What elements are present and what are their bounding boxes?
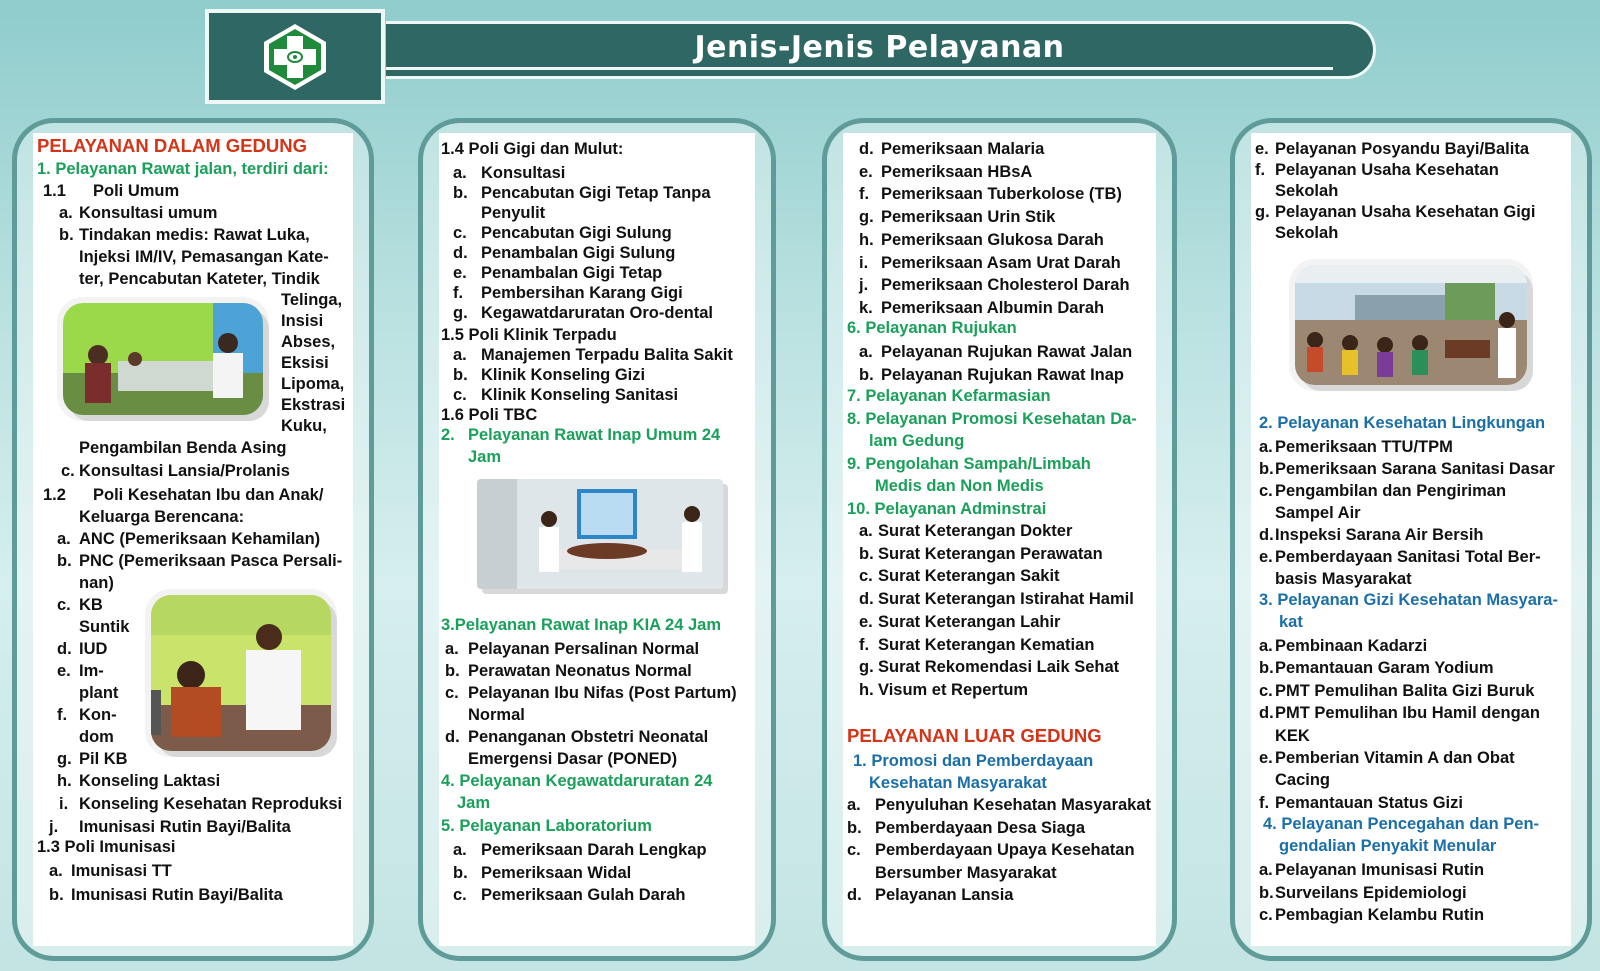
list-marker: b. [59, 226, 74, 244]
list-item: Pelayanan Rujukan Rawat Inap [881, 365, 1124, 384]
list-item: PMT Pemulihan Ibu Hamil dengan [1275, 704, 1540, 723]
list-marker: c. [1259, 906, 1273, 924]
panel-column-2 [418, 118, 776, 961]
list-item: basis Masyarakat [1275, 570, 1412, 588]
list-marker: c. [1259, 482, 1273, 500]
list-marker: c. [1259, 681, 1273, 700]
list-item: Normal [468, 706, 525, 724]
list-marker: b. [859, 365, 874, 384]
list-item: Telinga, [281, 291, 343, 309]
list-item: Pemberdayaan Desa Siaga [875, 818, 1086, 837]
list-item: Pengambilan dan Pengiriman [1275, 482, 1507, 500]
list-marker: g. [859, 208, 874, 227]
list-marker: g. [453, 304, 468, 322]
list-marker: c. [847, 841, 861, 859]
list-marker: d. [1259, 526, 1274, 544]
list-marker: f. [57, 706, 68, 724]
list-item: nan) [79, 574, 114, 592]
list-marker: e. [1259, 548, 1273, 566]
list-marker: e. [859, 612, 873, 631]
section-title: Jam [457, 794, 491, 812]
list-marker: e. [859, 162, 873, 181]
section-title: 4. Pelayanan Kegawatdaruratan 24 [441, 772, 713, 790]
list-marker: d. [1259, 704, 1274, 723]
section-heading: PELAYANAN DALAM GEDUNG [37, 135, 307, 156]
list-item: Im- [79, 662, 104, 680]
list-marker: b. [847, 818, 862, 837]
list-marker: i. [59, 795, 69, 813]
section-title: gendalian Penyakit Menular [1279, 837, 1497, 855]
list-item: Surat Keterangan Kematian [878, 635, 1095, 654]
list-item: Pemantauan Status Gizi [1275, 793, 1463, 812]
list-marker: a. [859, 522, 873, 540]
section-title: Medis dan Non Medis [875, 477, 1044, 495]
section-title: 8. Pelayanan Promosi Kesehatan Da- [847, 410, 1137, 428]
list-marker: c. [453, 224, 467, 242]
list-marker: j. [49, 818, 59, 836]
section-title: 2. Pelayanan Kesehatan Lingkungan [1259, 414, 1546, 432]
list-marker: h. [859, 230, 874, 249]
item-title: Keluarga Berencana: [79, 508, 245, 526]
section-title: 7. Pelayanan Kefarmasian [847, 387, 1051, 405]
list-item: Kuku, [281, 417, 327, 435]
list-marker: j. [859, 276, 869, 295]
list-marker: a. [1259, 861, 1273, 879]
list-marker: d. [859, 140, 874, 158]
item-number: 1.2 [43, 486, 66, 504]
list-item: Surveilans Epidemiologi [1275, 883, 1467, 902]
list-item: Inspeksi Sarana Air Bersih [1275, 526, 1484, 544]
list-marker: g. [57, 750, 72, 768]
list-marker: f. [859, 635, 870, 654]
puskesmas-logo-icon [262, 22, 328, 92]
list-marker: a. [59, 204, 73, 222]
community-photo [1295, 265, 1527, 385]
list-marker: h. [859, 680, 874, 699]
list-marker: b. [1259, 659, 1274, 678]
list-item: Konseling Kesehatan Reproduksi [79, 795, 343, 813]
list-item: Pemeriksaan Urin Stik [881, 208, 1056, 227]
section-title: 1. Pelayanan Rawat jalan, terdiri dari: [37, 160, 329, 178]
list-item: PNC (Pemeriksaan Pasca Persali- [79, 552, 343, 570]
list-item: Pembinaan Kadarzi [1275, 637, 1428, 655]
section-title: 6. Pelayanan Rujukan [847, 319, 1017, 337]
list-marker: a. [1259, 637, 1273, 655]
item-title: Poli Umum [93, 182, 180, 200]
list-item: Ekstrasi [281, 396, 346, 414]
section-title: Jam [468, 448, 502, 466]
consultation-photo [63, 303, 263, 415]
list-item: Klinik Konseling Gizi [481, 366, 646, 384]
list-item: Pelayanan Rujukan Rawat Jalan [881, 343, 1133, 361]
list-marker: b. [49, 886, 64, 904]
list-marker: a. [859, 343, 873, 361]
section-title: 1. Promosi dan Pemberdayaan [853, 752, 1094, 770]
item-number: 1.1 [43, 182, 66, 200]
list-item: Sekolah [1275, 224, 1339, 242]
panel-column-3-content [843, 133, 1156, 946]
list-item: Pemeriksaan Asam Urat Darah [881, 253, 1121, 272]
list-item: Penyulit [481, 204, 546, 222]
list-item: ANC (Pemeriksaan Kehamilan) [79, 530, 321, 548]
list-marker: f. [453, 284, 464, 302]
list-item: Surat Keterangan Sakit [878, 567, 1060, 586]
list-marker: d. [453, 244, 468, 262]
list-item: dom [79, 728, 114, 746]
list-marker: c. [859, 567, 873, 586]
list-item: Bersumber Masyarakat [875, 863, 1057, 882]
section-title: kat [1279, 613, 1303, 631]
list-item: KB [79, 596, 103, 614]
item-title: 1.3 Poli Imunisasi [37, 838, 176, 856]
list-item: Sampel Air [1275, 504, 1361, 522]
list-item: Penyuluhan Kesehatan Masyarakat [875, 796, 1152, 814]
item-title: 1.6 Poli TBC [441, 406, 538, 424]
list-marker: b. [445, 662, 460, 680]
section-title: 4. Pelayanan Pencegahan dan Pen- [1263, 815, 1540, 833]
list-item: Konsultasi umum [79, 204, 218, 222]
page-title: Jenis-Jenis Pelayanan [694, 29, 1065, 65]
section-number: 2. [441, 426, 455, 444]
list-marker: a. [445, 640, 459, 658]
list-marker: b. [1259, 883, 1274, 902]
list-item: Pemeriksaan Malaria [881, 140, 1045, 158]
section-title: 3. Pelayanan Gizi Kesehatan Masyara- [1259, 591, 1558, 609]
list-item: Klinik Konseling Sanitasi [481, 386, 679, 404]
section-title: Kesehatan Masyarakat [869, 774, 1047, 792]
list-marker: a. [1259, 438, 1273, 456]
list-item: Visum et Repertum [878, 680, 1029, 699]
list-marker: c. [445, 684, 459, 702]
list-marker: b. [453, 366, 468, 384]
list-item: Pemeriksaan Sarana Sanitasi Dasar [1275, 460, 1555, 478]
list-item: Kon- [79, 706, 117, 724]
list-item: Pemeriksaan TTU/TPM [1275, 438, 1453, 456]
section-title: 3.Pelayanan Rawat Inap KIA 24 Jam [441, 616, 722, 634]
list-marker: e. [57, 662, 71, 680]
list-marker: b. [859, 544, 874, 563]
section-title: 10. Pelayanan Adminstrai [847, 500, 1047, 518]
list-item: Penambalan Gigi Sulung [481, 244, 676, 262]
list-item: Pemeriksaan Cholesterol Darah [881, 276, 1130, 295]
list-item: ter, Pencabutan Kateter, Tindik [79, 270, 320, 288]
list-item: Pencabutan Gigi Sulung [481, 224, 672, 242]
list-item: Insisi [281, 312, 324, 330]
list-marker: c. [453, 386, 467, 404]
list-item: Pembagian Kelambu Rutin [1275, 906, 1485, 924]
list-marker: a. [847, 796, 861, 814]
list-item: Lipoma, [281, 375, 345, 393]
list-marker: c. [453, 886, 467, 904]
list-item: Surat Keterangan Dokter [878, 522, 1073, 540]
list-marker: f. [859, 185, 870, 204]
list-item: Pembersihan Karang Gigi [481, 284, 683, 302]
list-item: Sekolah [1275, 182, 1339, 200]
list-item: Pemberian Vitamin A dan Obat [1275, 749, 1515, 767]
list-item: Pelayanan Usaha Kesehatan [1275, 161, 1499, 179]
checkup-photo [151, 595, 331, 751]
list-item: Emergensi Dasar (PONED) [468, 750, 678, 768]
list-item: Pemantauan Garam Yodium [1275, 659, 1494, 678]
list-item: Pil KB [79, 750, 128, 768]
list-item: KEK [1275, 726, 1310, 745]
list-marker: d. [445, 728, 460, 746]
section-heading: PELAYANAN LUAR GEDUNG [847, 725, 1102, 746]
list-item: Penambalan Gigi Tetap [481, 264, 663, 282]
list-item: Pemeriksaan Tuberkolose (TB) [881, 185, 1122, 204]
list-item: Konsultasi [481, 164, 566, 182]
list-item: Pelayanan Posyandu Bayi/Balita [1275, 140, 1530, 158]
section-title: Pelayanan Rawat Inap Umum 24 [468, 426, 721, 444]
list-marker: h. [57, 772, 72, 790]
list-item: Eksisi [281, 354, 329, 372]
list-marker: b. [57, 552, 72, 570]
title-bar [386, 21, 1376, 79]
panel-column-3 [822, 118, 1177, 961]
list-item: Pemeriksaan Albumin Darah [881, 298, 1105, 317]
list-item: Surat Keterangan Istirahat Hamil [878, 590, 1134, 609]
list-item: Pemeriksaan Glukosa Darah [881, 230, 1104, 249]
list-marker: b. [453, 863, 468, 882]
list-marker: a. [453, 841, 467, 859]
list-item: Konsultasi Lansia/Prolanis [79, 462, 290, 480]
list-marker: d. [859, 590, 874, 609]
list-marker: b. [1259, 460, 1274, 478]
list-marker: a. [453, 346, 467, 364]
list-marker: k. [859, 298, 873, 317]
list-item: Tindakan medis: Rawat Luka, [79, 226, 310, 244]
list-item: IUD [79, 640, 108, 658]
list-item: Imunisasi TT [71, 862, 172, 880]
list-marker: c. [57, 596, 71, 614]
list-marker: d. [847, 886, 862, 904]
list-marker: e. [453, 264, 467, 282]
section-title: lam Gedung [869, 432, 965, 450]
list-marker: f. [1259, 793, 1270, 812]
list-item: Pemeriksaan HBsA [881, 162, 1033, 181]
list-item: Pelayanan Lansia [875, 886, 1014, 904]
list-marker: f. [1255, 161, 1266, 179]
list-item: plant [79, 684, 119, 702]
list-item: Pengambilan Benda Asing [79, 439, 287, 457]
list-marker: c. [61, 462, 75, 480]
list-item: Surat Rekomendasi Laik Sehat [878, 658, 1120, 677]
panel-column-1-content [33, 133, 353, 946]
list-marker: b. [453, 184, 468, 202]
logo-box [205, 9, 385, 104]
list-item: Imunisasi Rutin Bayi/Balita [71, 886, 283, 904]
list-item: Pemberdayaan Sanitasi Total Ber- [1275, 548, 1541, 566]
list-item: Kegawatdaruratan Oro-dental [481, 304, 713, 322]
list-item: Pelayanan Usaha Kesehatan Gigi [1275, 203, 1536, 221]
list-item: Suntik [79, 618, 130, 636]
item-title: Poli Kesehatan Ibu dan Anak/ [93, 486, 324, 504]
list-marker: g. [859, 658, 874, 677]
list-item: Pelayanan Persalinan Normal [468, 640, 700, 658]
list-marker: a. [57, 530, 71, 548]
list-item: Pelayanan Imunisasi Rutin [1275, 861, 1485, 879]
panel-column-1 [12, 118, 374, 961]
item-title: 1.5 Poli Klinik Terpadu [441, 326, 617, 344]
list-marker: a. [453, 164, 467, 182]
list-item: Pemeriksaan Darah Lengkap [481, 841, 707, 859]
list-item: Perawatan Neonatus Normal [468, 662, 692, 680]
list-item: Surat Keterangan Perawatan [878, 544, 1103, 563]
list-item: Surat Keterangan Lahir [878, 612, 1061, 631]
inpatient-photo [477, 479, 723, 589]
item-title: 1.4 Poli Gigi dan Mulut: [441, 140, 624, 158]
list-marker: g. [1255, 203, 1270, 221]
panel-column-4-content [1251, 133, 1571, 946]
section-title: 5. Pelayanan Laboratorium [441, 817, 652, 835]
list-item: Cacing [1275, 771, 1331, 790]
list-item: Pemeriksaan Gulah Darah [481, 886, 686, 904]
list-marker: e. [1255, 140, 1269, 158]
list-item: Imunisasi Rutin Bayi/Balita [79, 818, 291, 836]
list-item: Pemeriksaan Widal [481, 863, 632, 882]
list-marker: i. [859, 253, 869, 272]
list-marker: d. [57, 640, 72, 658]
list-item: Manajemen Terpadu Balita Sakit [481, 346, 733, 364]
list-item: Konseling Laktasi [79, 772, 221, 790]
list-marker: e. [1259, 749, 1273, 767]
list-item: Penanganan Obstetri Neonatal [468, 728, 709, 746]
section-title: 9. Pengolahan Sampah/Limbah [847, 455, 1091, 473]
panel-column-2-content [439, 133, 755, 946]
list-marker: a. [49, 862, 63, 880]
panel-column-4 [1230, 118, 1592, 961]
list-item: Abses, [281, 333, 336, 351]
list-item: Pemberdayaan Upaya Kesehatan [875, 841, 1135, 859]
list-item: Pelayanan Ibu Nifas (Post Partum) [468, 684, 737, 702]
list-item: PMT Pemulihan Balita Gizi Buruk [1275, 681, 1535, 700]
list-item: Pencabutan Gigi Tetap Tanpa [481, 184, 711, 202]
list-item: Injeksi IM/IV, Pemasangan Kate- [79, 248, 329, 266]
